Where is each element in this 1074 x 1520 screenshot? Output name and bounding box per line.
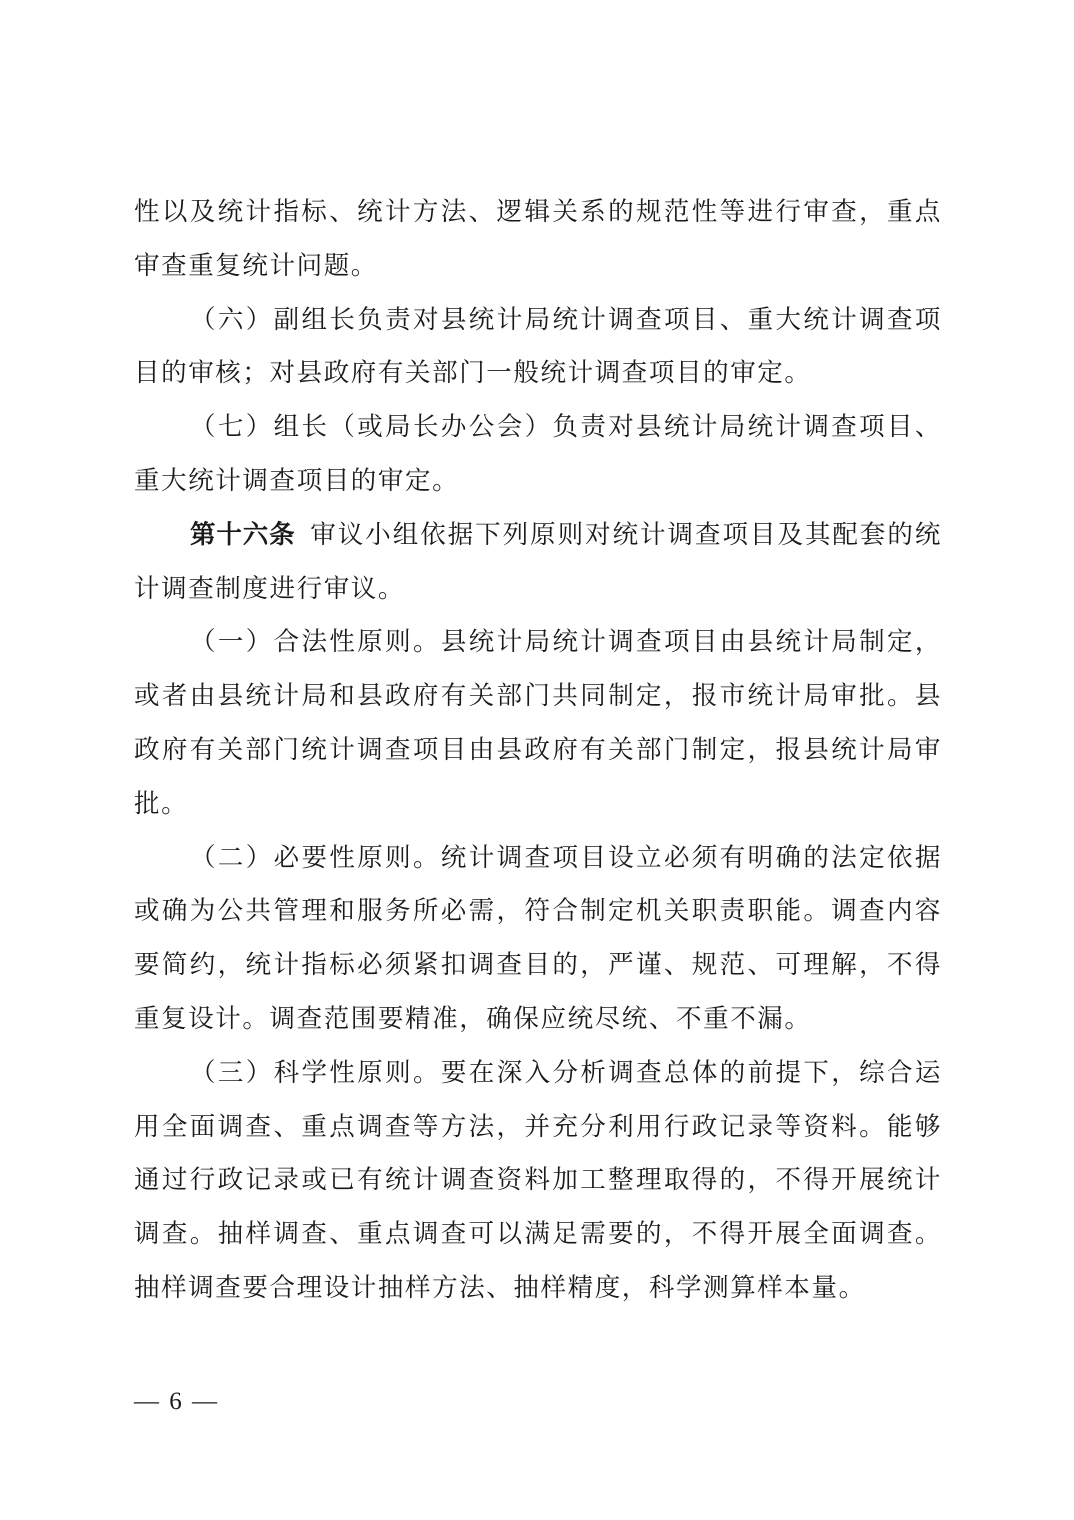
principle-legality bbox=[134, 616, 942, 831]
paragraph-text: （一）合法性原则。县统计局统计调查项目由县统计局制定，或者由县统计局和县政府有关部门共同制定，报市统计局审批。县政府有关部门统计调查项目由县政府有关部门制定，报县统计局审批。 bbox=[134, 627, 942, 819]
paragraph-text: （三）科学性原则。要在深入分析调查总体的前提下，综合运用全面调查、重点调查等方法，并充分利用行政记录等资料。能够通过行政记录或已有统计调查资料加工整理取得的，不得开展统计调查。抽样调查、重点调查可以满足需要的，不得开展全面调查。抽样调查要合理设计抽样方法、抽样精度，科学测算样本量。 bbox=[134, 1057, 942, 1303]
paragraph-text: （二）必要性原则。统计调查项目设立必须有明确的法定依据或确为公共管理和服务所必需，符合制定机关职责职能。调查内容要简约，统计指标必须紧扣调查目的，严谨、规范、可理解，不得重复设计。调查范围要精准，确保应统尽统、不重不漏。 bbox=[134, 842, 942, 1034]
article-heading: 第十六条 bbox=[190, 519, 296, 550]
document-body bbox=[134, 186, 942, 1316]
paragraph-item-7 bbox=[134, 401, 942, 509]
paragraph-text: （六）副组长负责对县统计局统计调查项目、重大统计调查项目的审核；对县政府有关部门一般统计调查项目的审定。 bbox=[134, 304, 942, 389]
paragraph-item-6 bbox=[134, 294, 942, 402]
paragraph-text: 性以及统计指标、统计方法、逻辑关系的规范性等进行审查，重点审查重复统计问题。 bbox=[134, 197, 942, 281]
paragraph-continuation bbox=[134, 186, 942, 294]
paragraph-text: 审议小组依据下列原则对统计调查项目及其配套的统计调查制度进行审议。 bbox=[134, 519, 942, 604]
principle-scientific bbox=[134, 1047, 942, 1316]
principle-necessity bbox=[134, 832, 942, 1047]
page-number: — 6 — bbox=[134, 1388, 219, 1415]
paragraph-text: （七）组长（或局长办公会）负责对县统计局统计调查项目、重大统计调查项目的审定。 bbox=[134, 412, 942, 496]
article-16 bbox=[134, 509, 942, 617]
